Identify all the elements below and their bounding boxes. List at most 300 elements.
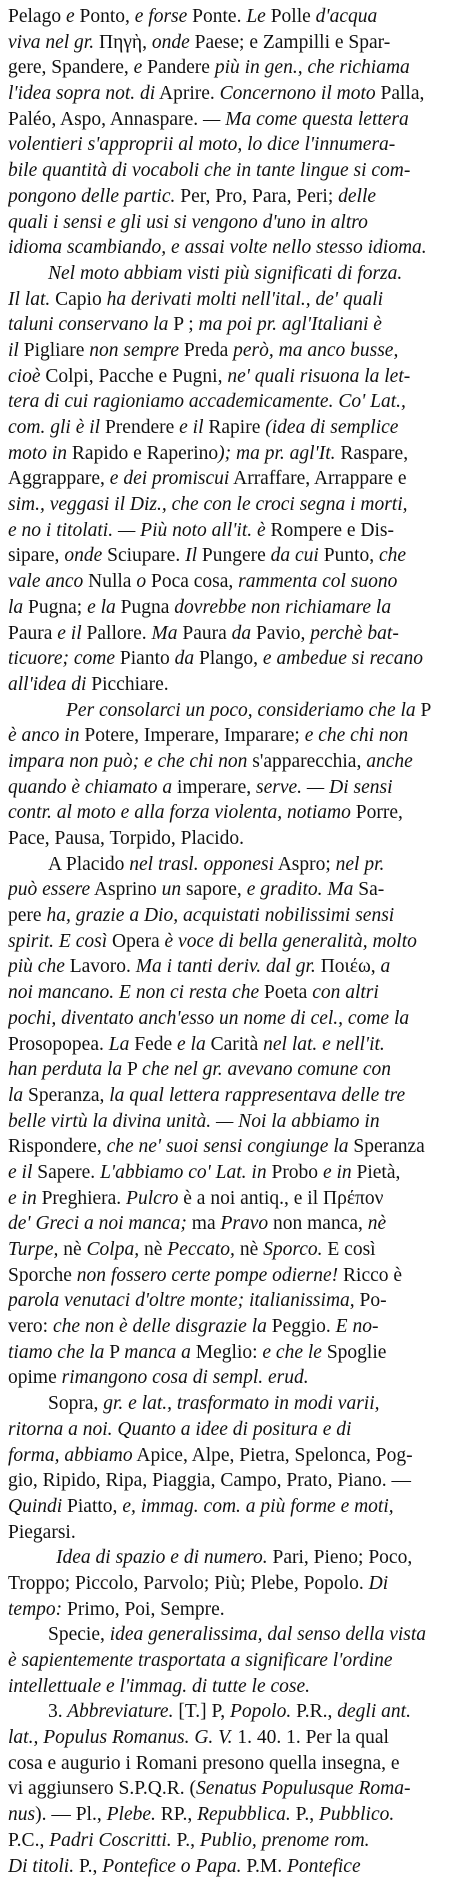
text-line <box>8 595 466 621</box>
text-segment: che nel gr. avevano comune con <box>142 1059 391 1080</box>
text-segment: ). — Pl., <box>35 1804 107 1825</box>
text-segment: P., <box>172 1830 200 1851</box>
text-segment: e <box>398 468 407 489</box>
text-segment: Poeta <box>259 982 312 1003</box>
text-segment: Sporche <box>8 1265 77 1286</box>
text-segment: Aspro; <box>274 854 336 875</box>
text-segment: cioè <box>8 366 40 387</box>
text-segment: Capio <box>50 289 106 310</box>
text-segment: nus <box>8 1804 35 1825</box>
text-segment: e in <box>323 1162 352 1183</box>
text-segment: 1. 40. 1. Per la qual <box>232 1727 389 1748</box>
text-segment: Speranza <box>349 1136 425 1157</box>
text-line <box>8 1391 466 1417</box>
text-segment: e dei promiscui <box>110 468 230 489</box>
text-line <box>8 723 466 749</box>
text-line <box>8 261 466 287</box>
text-line <box>8 389 466 415</box>
text-line <box>8 1288 466 1314</box>
text-segment: han perduta la <box>8 1059 122 1080</box>
text-line <box>8 1854 466 1879</box>
text-segment: ha derivati molti nell'ital., de' quali <box>107 289 383 310</box>
text-line <box>8 980 466 1006</box>
text-segment: è <box>393 1265 402 1286</box>
text-line <box>8 954 466 980</box>
text-line <box>8 415 466 441</box>
text-line <box>8 1699 466 1725</box>
text-segment: Probo <box>267 1162 323 1183</box>
text-segment: Repubblica. <box>197 1804 291 1825</box>
text-segment: però, ma anco busse, <box>233 340 398 361</box>
text-segment: ritorna a noi. Quanto a idee di positura e di <box>8 1419 351 1440</box>
text-segment: Polle <box>266 6 316 27</box>
text-line <box>8 466 466 492</box>
text-segment: d'acqua <box>316 6 378 27</box>
text-segment: e, immag. com. a più forme e moti, <box>122 1496 393 1517</box>
text-segment: da cui <box>271 545 319 566</box>
text-segment: gio, Ripido, Ripa, Piaggia, Campo, Prato, Piano. — <box>8 1470 411 1491</box>
text-segment: degli ant. <box>337 1701 411 1722</box>
text-segment: è voce di bella generalità, molto <box>165 931 417 952</box>
text-segment: e che chi non <box>305 725 408 746</box>
text-segment: spirit. E così <box>8 931 107 952</box>
text-segment: (idea di semplice <box>265 417 398 438</box>
text-segment: Lavoro. <box>65 956 136 977</box>
text-segment: nel trasl. opponesi <box>129 854 274 875</box>
text-segment: più in gen., che richiama <box>215 57 410 78</box>
text-segment: onde <box>152 32 190 53</box>
text-segment: Idea di spazio e di numero. <box>56 1547 268 1568</box>
text-line <box>8 800 466 826</box>
text-line <box>8 158 466 184</box>
text-line <box>8 1751 466 1777</box>
text-line <box>8 826 466 852</box>
text-segment: Pugna <box>116 597 175 618</box>
text-line <box>8 1263 466 1289</box>
text-segment: può essere <box>8 879 90 900</box>
text-line <box>8 1417 466 1443</box>
text-line <box>8 749 466 775</box>
text-line <box>8 569 466 595</box>
text-segment: Ποιέω, <box>316 956 381 977</box>
text-segment: Sciupare. <box>102 545 185 566</box>
text-line <box>8 646 466 672</box>
text-segment: Arraffare, Arrappare <box>229 468 398 489</box>
text-segment: P., <box>74 1856 102 1877</box>
text-segment: Pungere <box>197 545 271 566</box>
text-line <box>8 1340 466 1366</box>
text-line <box>8 1237 466 1263</box>
text-segment: taluni conservano la <box>8 314 168 335</box>
text-segment: è a noi antiq., e il <box>178 1188 318 1209</box>
text-segment: è anco in <box>8 725 79 746</box>
text-segment: Il <box>185 545 197 566</box>
text-segment: P.R., <box>291 1701 337 1722</box>
text-segment: Publio, prenome rom. <box>200 1830 370 1851</box>
text-segment: Pelago <box>8 6 66 27</box>
text-segment: Ricco <box>338 1265 393 1286</box>
text-segment: sipare, <box>8 545 64 566</box>
text-segment: Nulla <box>83 571 136 592</box>
text-segment: Pontefice o Papa. <box>102 1856 241 1877</box>
text-line <box>8 338 466 364</box>
text-segment: Colpi, Pacche e Pugni, <box>40 366 227 387</box>
text-line <box>8 1597 466 1623</box>
text-segment: Di titoli. <box>8 1856 74 1877</box>
text-segment: e Dis- <box>347 520 394 541</box>
text-line <box>8 235 466 261</box>
text-segment: Placido <box>61 854 129 875</box>
text-segment: nè <box>240 1239 258 1260</box>
text-line <box>8 107 466 133</box>
text-segment: Paura <box>8 623 57 644</box>
text-segment: e gradito. Ma <box>247 879 354 900</box>
text-line <box>8 1443 466 1469</box>
text-segment: nè <box>144 1239 162 1260</box>
text-line <box>8 4 466 30</box>
text-segment: ticuore; come <box>8 648 115 669</box>
text-segment: ma <box>192 1213 216 1234</box>
text-line <box>8 1186 466 1212</box>
text-segment: Pigliare <box>19 340 89 361</box>
text-segment: sim., veggasi il Diz., che con le croci segna i morti, <box>8 494 408 515</box>
text-segment: Paura <box>178 623 232 644</box>
text-line <box>8 1622 466 1648</box>
text-segment: e <box>66 6 75 27</box>
text-line <box>8 1314 466 1340</box>
text-segment: pochi, diventato anch'esso un nome di cel., come la <box>8 1008 409 1029</box>
text-line <box>8 210 466 236</box>
text-segment: Pugna; <box>23 597 87 618</box>
text-segment: Plango, <box>194 648 263 669</box>
text-segment: che non è delle disgrazie la <box>53 1316 267 1337</box>
text-line <box>8 852 466 878</box>
text-line <box>8 1006 466 1032</box>
text-segment: un <box>162 879 182 900</box>
text-segment: Opera <box>107 931 164 952</box>
text-segment: Specie, <box>48 1624 110 1645</box>
text-segment: dovrebbe non richiamare la <box>174 597 391 618</box>
text-segment: vi aggiunsero S.P.Q.R. ( <box>8 1778 196 1799</box>
text-segment: Sa- <box>353 879 384 900</box>
text-line <box>8 621 466 647</box>
text-segment: Turpe, <box>8 1239 63 1260</box>
text-line <box>8 1571 466 1597</box>
text-segment: Colpa, <box>82 1239 144 1260</box>
text-line <box>8 672 466 698</box>
text-segment: Πρέπον <box>318 1188 383 1209</box>
text-segment: Pulcro <box>126 1188 178 1209</box>
text-segment: Sporco. <box>258 1239 327 1260</box>
text-segment: il <box>8 340 19 361</box>
text-segment: P., <box>291 1804 319 1825</box>
text-segment: Piatto, <box>62 1496 122 1517</box>
text-line <box>8 1083 466 1109</box>
text-line <box>8 1648 466 1674</box>
text-segment: parola venutaci d'oltre monte; italianissima, <box>8 1290 355 1311</box>
text-segment: Rapire <box>204 417 266 438</box>
text-segment: volentieri s'approprii al moto, lo dice l'innumera- <box>8 134 395 155</box>
text-segment: anche <box>366 751 413 772</box>
text-segment: la <box>8 597 23 618</box>
text-segment: Paese; e Zampilli e Spar- <box>190 32 391 53</box>
text-segment: P <box>104 1342 124 1363</box>
text-segment: Fede <box>129 1034 177 1055</box>
text-segment: P <box>122 1059 142 1080</box>
text-line <box>8 1032 466 1058</box>
text-segment: Po- <box>355 1290 387 1311</box>
text-segment: ma poi pr. agl'Italiani è <box>199 314 382 335</box>
text-segment: lat., Populus Romanus. G. V. <box>8 1727 232 1748</box>
text-line <box>8 184 466 210</box>
text-segment: quali i sensi e gli usi si vengono d'uno in altro <box>8 212 368 233</box>
text-segment: e forse <box>135 6 188 27</box>
text-segment: nè <box>63 1239 81 1260</box>
text-line <box>8 1211 466 1237</box>
text-line <box>8 1674 466 1700</box>
text-line <box>8 81 466 107</box>
text-line <box>8 132 466 158</box>
text-segment: Popolo. <box>230 1701 291 1722</box>
text-line <box>8 1776 466 1802</box>
text-line <box>8 55 466 81</box>
text-line <box>8 1109 466 1135</box>
text-line <box>8 1160 466 1186</box>
text-segment: tiamo che la <box>8 1342 104 1363</box>
text-segment: Aprire. <box>155 83 219 104</box>
text-line <box>8 518 466 544</box>
text-segment: Rompere <box>266 520 347 541</box>
text-segment: Ponte. <box>187 6 246 27</box>
text-segment: 3. <box>48 1701 63 1722</box>
text-segment: e il <box>179 417 203 438</box>
text-segment: Poca cosa, <box>146 571 238 592</box>
text-segment: a <box>381 956 391 977</box>
text-segment: Rispondere, <box>8 1136 107 1157</box>
text-segment: Primo, Poi, Sempre. <box>62 1599 225 1620</box>
text-segment: vero: <box>8 1316 53 1337</box>
text-segment: Paléo, Aspo, Annaspare. <box>8 109 203 130</box>
text-segment: e in <box>8 1188 37 1209</box>
text-segment: con altri <box>312 982 379 1003</box>
text-segment: L'abbiamo co' Lat. in <box>100 1162 267 1183</box>
text-line <box>8 1545 466 1571</box>
text-segment: imperare, <box>172 777 256 798</box>
text-line <box>8 312 466 338</box>
text-segment: s'apparecchia, <box>247 751 366 772</box>
text-segment: Sopra, <box>48 1393 103 1414</box>
text-segment: intellettuale e l'immag. di tutte le cose. <box>8 1676 310 1697</box>
text-segment: Punto, <box>319 545 379 566</box>
text-segment: opime <box>8 1367 62 1388</box>
text-line <box>8 364 466 390</box>
text-segment: Per consolarci un poco, consideriamo che la <box>66 700 416 721</box>
text-segment: vale anco <box>8 571 83 592</box>
text-line <box>8 775 466 801</box>
text-segment: Pianto <box>115 648 175 669</box>
text-segment: Pallore. <box>82 623 152 644</box>
text-segment: più che <box>8 956 65 977</box>
text-segment: Piegarsi. <box>8 1522 76 1543</box>
text-segment: forma, abbiamo <box>8 1445 133 1466</box>
text-segment: e no i titolati. — Più noto all'it. è <box>8 520 266 541</box>
text-segment: Sapere. <box>32 1162 100 1183</box>
text-segment: Pandere <box>142 57 215 78</box>
text-segment: belle virtù la divina unità. — Noi la abbiamo in <box>8 1111 380 1132</box>
text-segment: Di <box>369 1573 389 1594</box>
text-segment: [T.] P, <box>178 1701 230 1722</box>
text-segment: nel pr. <box>336 854 385 875</box>
text-segment: Plebe. <box>107 1804 156 1825</box>
text-segment: Speranza, <box>23 1085 109 1106</box>
text-segment: idioma scambiando, e assai volte nello stesso idioma. <box>8 237 427 258</box>
text-line <box>8 1134 466 1160</box>
text-segment: non fossero certe pompe odierne! <box>77 1265 338 1286</box>
text-segment: Padri Coscritti. <box>49 1830 171 1851</box>
text-segment: de' Greci a noi manca; <box>8 1213 192 1234</box>
text-segment: da <box>175 648 195 669</box>
text-segment: è sapientemente trasportata a significare l'ordine <box>8 1650 393 1671</box>
text-segment: Le <box>246 6 266 27</box>
text-segment: Carità <box>206 1034 263 1055</box>
text-segment: onde <box>64 545 102 566</box>
text-segment: Quindi <box>8 1496 62 1517</box>
text-segment: o <box>136 571 146 592</box>
text-line <box>8 441 466 467</box>
text-line <box>8 287 466 313</box>
text-segment: che <box>379 545 406 566</box>
text-line <box>8 1365 466 1391</box>
text-segment: E così <box>327 1239 375 1260</box>
text-line <box>8 1494 466 1520</box>
text-line <box>8 698 466 724</box>
text-segment: impara non può; e che chi non <box>8 751 247 772</box>
text-segment: moto in <box>8 443 67 464</box>
text-line <box>8 30 466 56</box>
text-segment: Palla, <box>376 83 425 104</box>
text-segment: Prendere <box>100 417 179 438</box>
text-segment: Senatus Populusque Roma- <box>196 1778 410 1799</box>
text-segment: Ponto, <box>75 6 135 27</box>
text-line <box>8 903 466 929</box>
text-segment: E no- <box>336 1316 379 1337</box>
text-line <box>8 1802 466 1828</box>
text-segment: e <box>134 57 143 78</box>
text-segment: pongono delle partic. <box>8 186 175 207</box>
text-line <box>8 929 466 955</box>
text-segment: Rapido e Raperino <box>67 443 218 464</box>
text-segment: rimangono cosa di sempl. erud. <box>62 1367 309 1388</box>
text-segment: pere <box>8 905 46 926</box>
text-segment: Peccato, <box>162 1239 239 1260</box>
text-segment: la qual lettera rappresentava delle tre <box>109 1085 405 1106</box>
text-segment: Preda <box>179 340 233 361</box>
text-segment: Peggio. <box>267 1316 336 1337</box>
text-segment: Pavio, <box>251 623 310 644</box>
text-line <box>8 492 466 518</box>
text-segment: P.M. <box>241 1856 287 1877</box>
text-segment: e ambedue si recano <box>263 648 423 669</box>
text-segment: nel lat. e nell'it. <box>263 1034 385 1055</box>
text-segment: quando è chiamato a <box>8 777 172 798</box>
text-line <box>8 1057 466 1083</box>
text-segment: bile quantità di vocaboli che in tante lingue si com- <box>8 160 410 181</box>
text-segment: Picchiare. <box>86 674 168 695</box>
text-segment: Ma i tanti deriv. dal gr. <box>136 956 316 977</box>
text-segment: Pietà, <box>352 1162 401 1183</box>
text-segment: Potere, Imperare, Imparare; <box>79 725 304 746</box>
text-segment: Pace, Pausa, Torpido, Placido. <box>8 828 244 849</box>
text-segment: ha, grazie a Dio, acquistati nobilissimi sensi <box>46 905 394 926</box>
text-segment: manca a <box>124 1342 191 1363</box>
text-segment: Πηγὴ, <box>94 32 152 53</box>
text-segment: Preghiera. <box>37 1188 126 1209</box>
text-segment: Per, Pro, Para, Peri; <box>175 186 338 207</box>
text-segment: e il <box>8 1162 32 1183</box>
text-segment: noi mancano. E non ci resta che <box>8 982 259 1003</box>
text-segment: Porre, <box>351 802 403 823</box>
text-line <box>8 543 466 569</box>
text-segment: A <box>48 854 61 875</box>
text-segment: Raspare, <box>336 443 409 464</box>
text-segment: sapore, <box>181 879 247 900</box>
text-segment: P <box>416 700 432 721</box>
text-segment: non sempre <box>89 340 179 361</box>
text-segment: gr. e lat., trasformato in modi varii, <box>103 1393 379 1414</box>
text-segment: la <box>8 1085 23 1106</box>
text-segment: non manca, <box>273 1213 368 1234</box>
text-segment: Il lat. <box>8 289 50 310</box>
text-line <box>8 1520 466 1546</box>
text-segment: — Ma come questa lettera <box>203 109 409 130</box>
text-segment: da <box>232 623 252 644</box>
text-segment: Troppo; Piccolo, Parvolo; Più; Plebe, Popolo. <box>8 1573 369 1594</box>
text-segment: Ma <box>152 623 178 644</box>
text-segment: ); ma pr. agl'It. <box>218 443 335 464</box>
text-segment: viva nel gr. <box>8 32 94 53</box>
text-line <box>8 1725 466 1751</box>
text-segment: Abbreviature. <box>63 1701 179 1722</box>
text-segment: P.C., <box>8 1830 49 1851</box>
text-segment: contr. al moto e alla forza violenta, notiamo <box>8 802 351 823</box>
text-segment: La <box>109 1034 130 1055</box>
text-segment: Asprino <box>90 879 162 900</box>
text-line <box>8 877 466 903</box>
text-segment: ne' quali risuona la let- <box>227 366 410 387</box>
text-segment: nè <box>368 1213 386 1234</box>
text-line <box>8 1828 466 1854</box>
text-segment: Pravo <box>216 1213 273 1234</box>
text-segment: l'idea sopra not. di <box>8 83 155 104</box>
text-segment: Spoglie <box>322 1342 386 1363</box>
text-line <box>8 1468 466 1494</box>
text-segment: che ne' suoi sensi congiunge la <box>107 1136 349 1157</box>
text-segment: com. gli è il <box>8 417 100 438</box>
text-segment: Pubblico. <box>319 1804 394 1825</box>
text-segment: perchè bat- <box>310 623 399 644</box>
text-segment: Apice, Alpe, Pietra, Spelonca, Pog- <box>133 1445 413 1466</box>
text-segment: Meglio: <box>191 1342 263 1363</box>
text-segment: tera di cui ragioniamo accademicamente. Co' Lat., <box>8 391 406 412</box>
text-segment: Pari, Pieno; Poco, <box>268 1547 413 1568</box>
text-segment: cosa e augurio i Romani presono quella insegna, e <box>8 1753 400 1774</box>
text-segment: delle <box>338 186 376 207</box>
text-segment: e che le <box>262 1342 322 1363</box>
text-segment: e la <box>87 597 116 618</box>
text-segment: gere, Spandere, <box>8 57 134 78</box>
text-segment: Concernono il moto <box>220 83 376 104</box>
text-segment: RP., <box>156 1804 197 1825</box>
